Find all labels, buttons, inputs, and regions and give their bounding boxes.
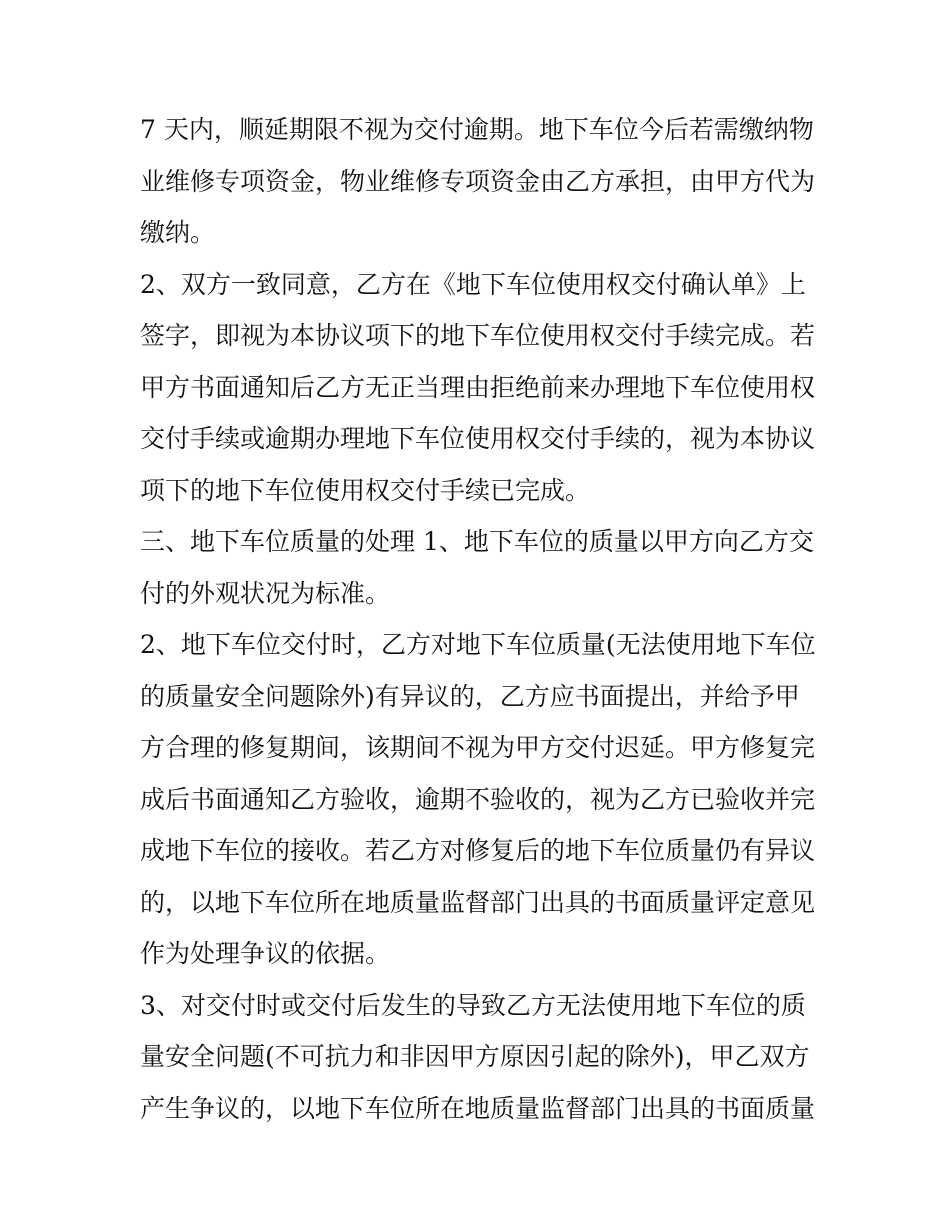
text-line: 3、对交付时或交付后发生的导致乙方无法使用地下车位的质 (140, 990, 806, 1020)
text-line: 方合理的修复期间，该期间不视为甲方交付迟延。甲方修复完 (140, 733, 816, 762)
text-line: 甲方书面通知后乙方无正当理由拒绝前来办理地下车位使用权 (140, 372, 816, 402)
text-line: 项下的地下车位使用权交付手续已完成。 (140, 475, 591, 505)
text-line: 作为处理争议的依据。 (140, 939, 391, 968)
text-line: 产生争议的，以地下车位所在地质量监督部门出具的书面质量 (140, 1093, 816, 1123)
text-line: 2、双方一致同意，乙方在《地下车位使用权交付确认单》上 (140, 269, 806, 299)
text-line: 7 天内，顺延期限不视为交付逾期。地下车位今后若需缴纳物 (140, 115, 814, 144)
document-page (140, 104, 820, 1134)
text-line: 缴纳。 (140, 218, 216, 247)
text-line: 签字，即视为本协议项下的地下车位使用权交付手续完成。若 (140, 321, 816, 350)
text-line: 成后书面通知乙方验收，逾期不验收的，视为乙方已验收并完 (140, 784, 816, 814)
text-line: 的质量安全问题除外)有异议的，乙方应书面提出，并给予甲 (140, 681, 800, 711)
text-line: 2、地下车位交付时，乙方对地下车位质量(无法使用地下车位 (140, 630, 816, 659)
text-line: 业维修专项资金，物业维修专项资金由乙方承担，由甲方代为 (140, 166, 816, 196)
text-line: 成地下车位的接收。若乙方对修复后的地下车位质量仍有异议 (140, 836, 816, 865)
text-line: 量安全问题(不可抗力和非因甲方原因引起的除外)，甲乙双方 (140, 1042, 810, 1071)
text-line: 三、地下车位质量的处理 1、地下车位的质量以甲方向乙方交 (140, 527, 814, 556)
text-line: 的，以地下车位所在地质量监督部门出具的书面质量评定意见 (140, 887, 816, 917)
text-line: 交付手续或逾期办理地下车位使用权交付手续的，视为本协议 (140, 424, 816, 453)
text-line: 付的外观状况为标准。 (140, 578, 391, 608)
